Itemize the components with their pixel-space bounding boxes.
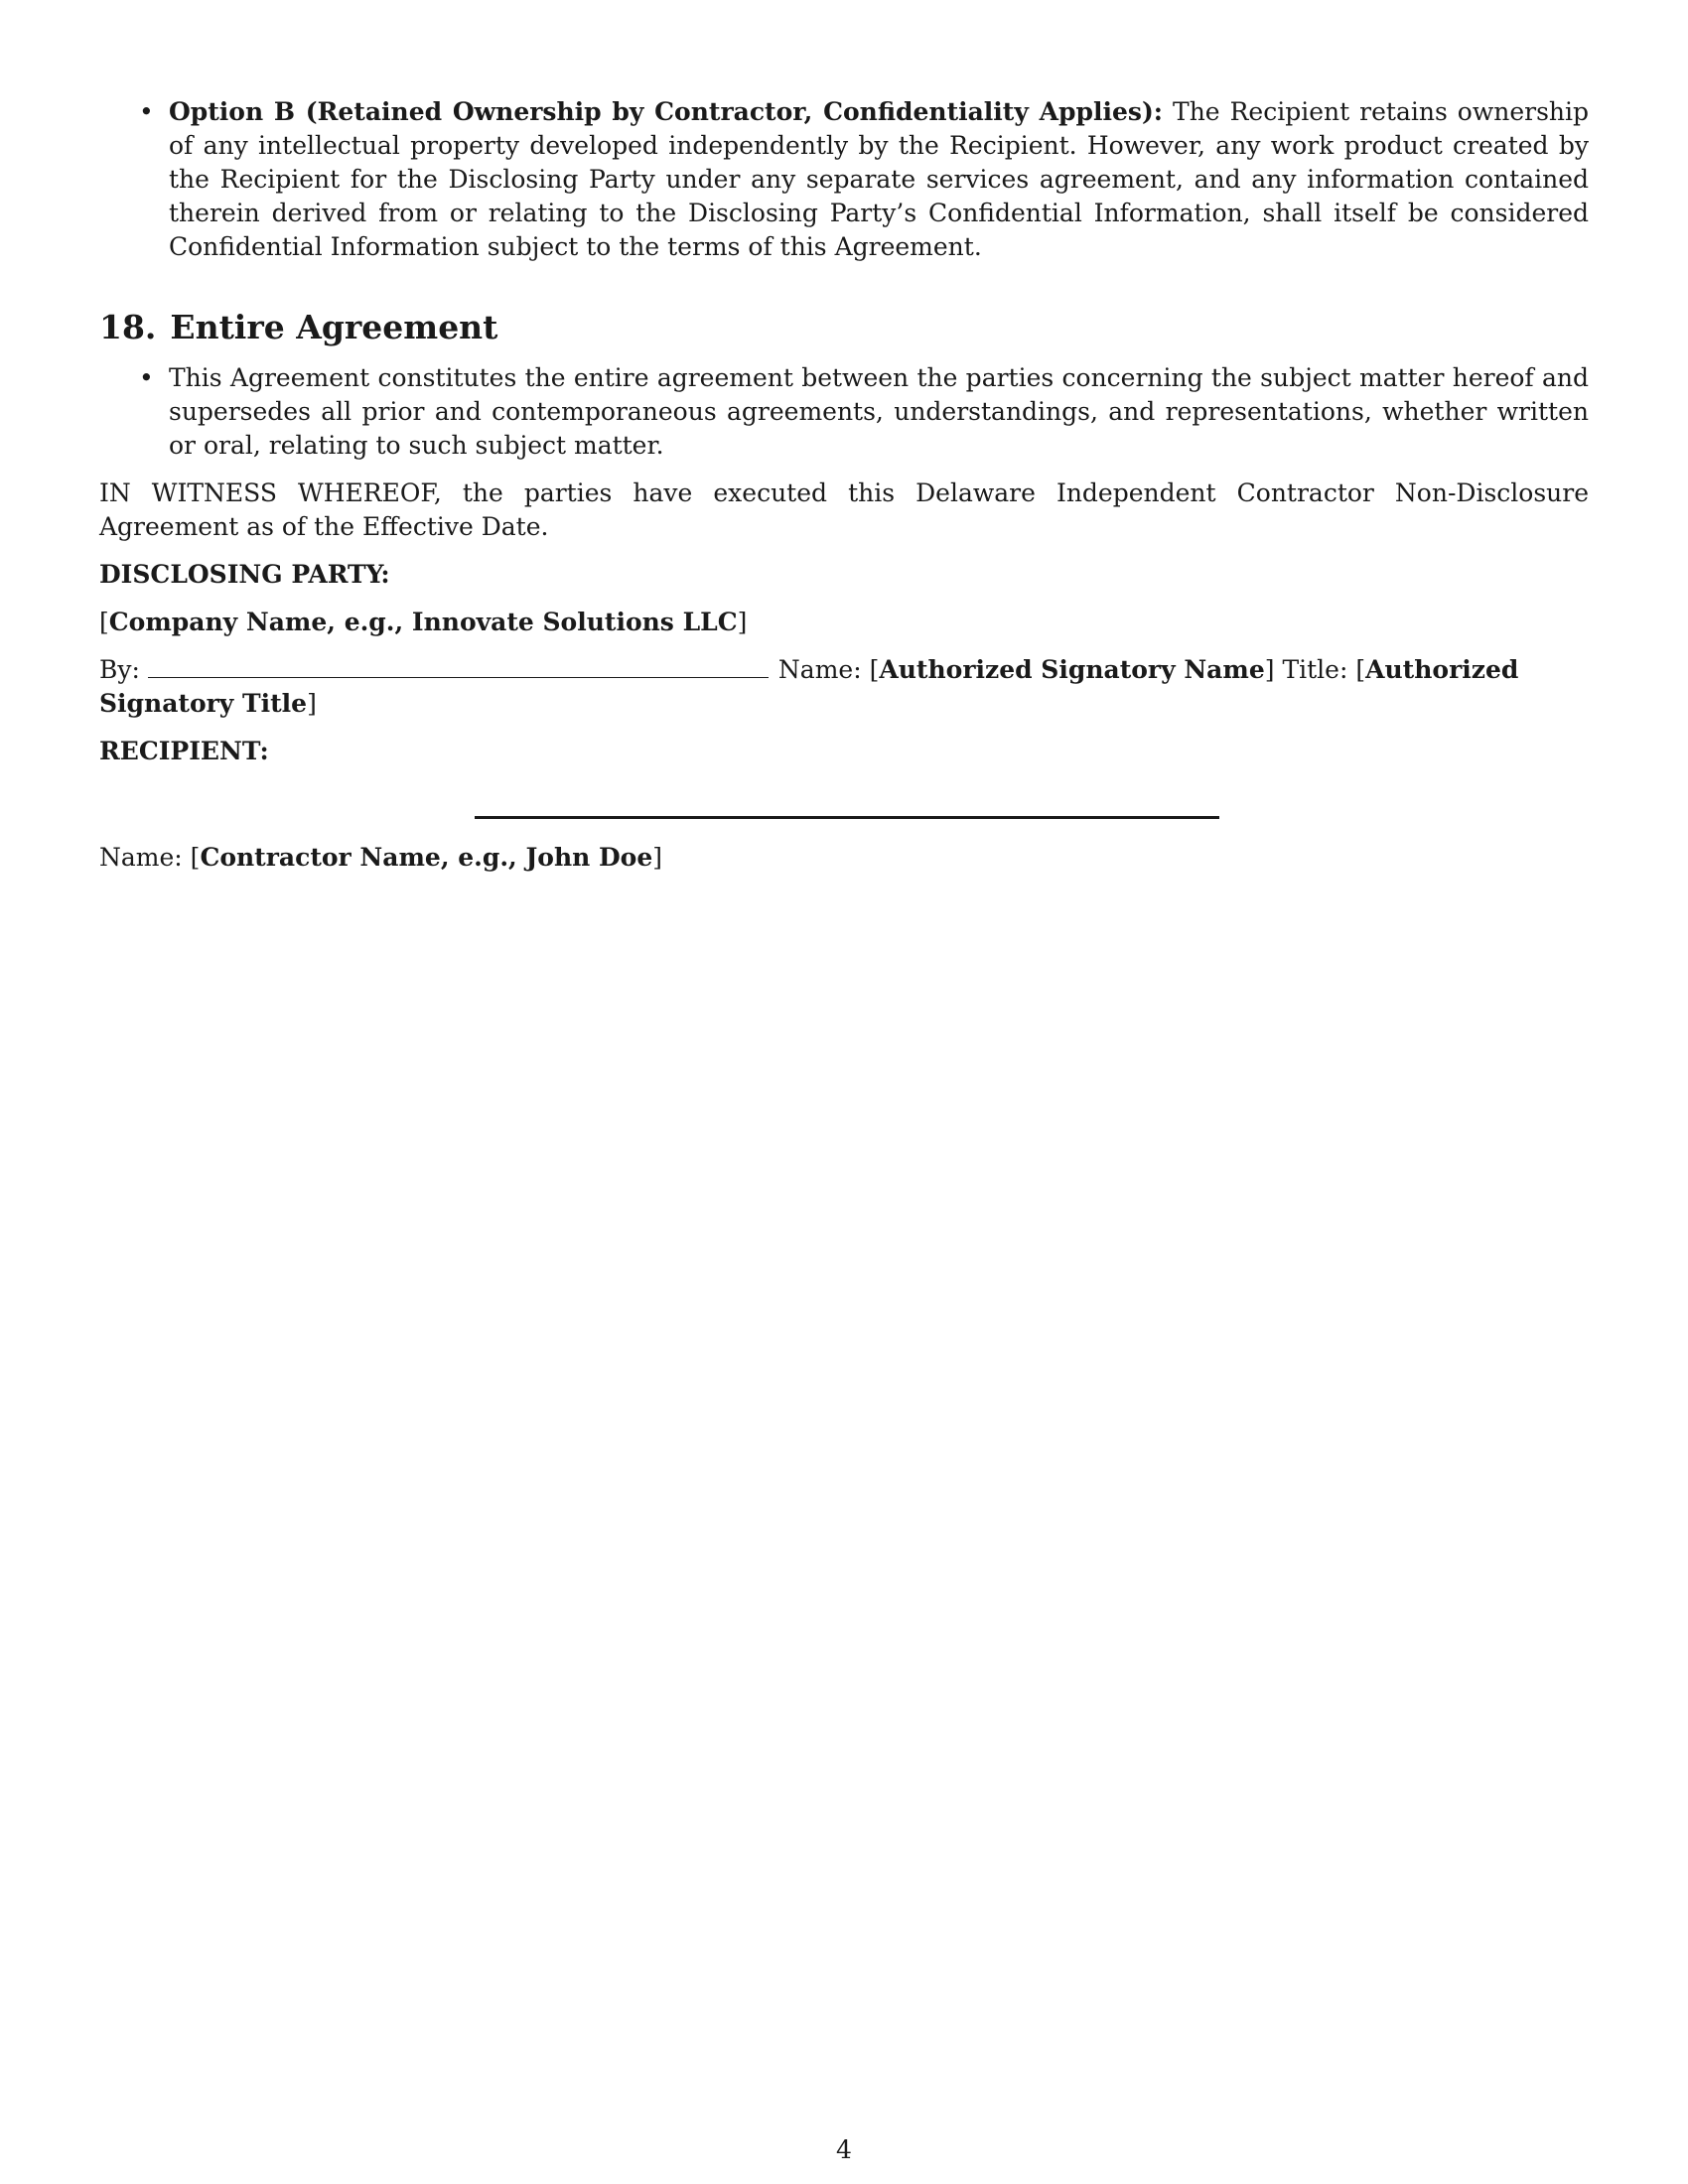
recipient-label: RECIPIENT: xyxy=(99,737,269,765)
by-label: By: xyxy=(99,655,140,684)
section-number: 18. xyxy=(99,308,157,346)
section-18-text: This Agreement constitutes the entire agreement between the parties concerning the subject matter hereof and supersedes all prior and contemporaneous agreements, understandings, and representations, whether written or oral, relating to such subject matter. xyxy=(169,363,1589,460)
option-b-item xyxy=(99,95,1589,264)
bracket-close: ] xyxy=(652,843,663,872)
option-b-title: Option B (Retained Ownership by Contractor, Confidentiality Applies): xyxy=(169,97,1164,126)
section-title: Entire Agreement xyxy=(170,308,498,346)
bullet-icon: • xyxy=(139,97,154,126)
section-heading xyxy=(99,308,1589,347)
contractor-name-placeholder: Contractor Name, e.g., John Doe xyxy=(200,843,653,872)
option-b-text: The Recipient retains ownership of any intellectual property developed independently by the Recipient. However, any work product created by the Recipient for the Disclosing Party under any separate services agreement, and any information contained therein derived from or relating to the Disclosing Party’s Confidential Information, shall itself be considered Confidential Information subject to the terms of this Agreement. xyxy=(169,97,1589,261)
signature-line[interactable] xyxy=(148,655,769,678)
signatory-name-placeholder: Authorized Signatory Name xyxy=(879,655,1265,684)
name-label: Name: xyxy=(777,655,862,684)
bracket-open: [ xyxy=(869,655,880,684)
signatory-title-placeholder: Authorized Signatory Title xyxy=(99,655,1519,718)
bracket-close: ] xyxy=(1264,655,1275,684)
recipient-name-line xyxy=(99,841,1589,875)
section-18-list xyxy=(99,361,1589,463)
disclosing-party-label: DISCLOSING PARTY: xyxy=(99,560,390,589)
name-label: Name: xyxy=(99,843,183,872)
bullet-icon: • xyxy=(139,363,154,392)
document-page xyxy=(99,95,1589,875)
company-name-placeholder: Company Name, e.g., Innovate Solutions LLC xyxy=(108,608,738,636)
bracket-open: [ xyxy=(1355,655,1366,684)
bracket-open: [ xyxy=(190,843,201,872)
company-line xyxy=(99,606,1589,639)
option-b-list xyxy=(99,95,1589,264)
bracket-close: ] xyxy=(307,689,317,718)
disclosing-signature-block xyxy=(99,653,1589,721)
bracket-close: ] xyxy=(737,608,748,636)
witness-paragraph: IN WITNESS WHEREOF, the parties have executed this Delaware Independent Contractor Non-Disclosure Agreement as of the Effective Date. xyxy=(99,478,1589,541)
recipient-signature-line[interactable] xyxy=(475,816,1219,819)
bracket-open: [ xyxy=(99,608,109,636)
title-label: Title: xyxy=(1282,655,1348,684)
page-number: 4 xyxy=(836,2135,852,2164)
section-18-item xyxy=(99,361,1589,463)
